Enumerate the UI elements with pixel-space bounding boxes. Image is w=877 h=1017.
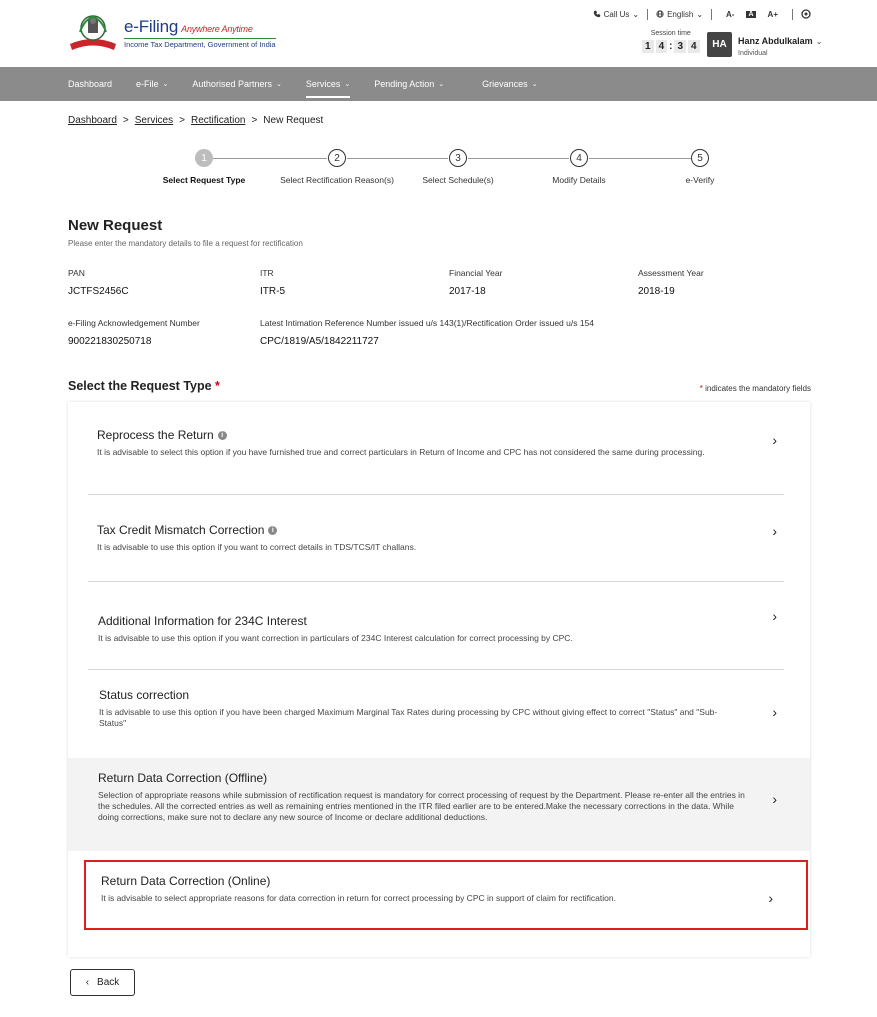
chevron-down-icon: ⌄ bbox=[275, 81, 282, 88]
font-decrease-button[interactable]: A- bbox=[726, 9, 735, 19]
mandatory-note bbox=[700, 384, 811, 393]
step-label: Select Rectification Reason(s) bbox=[280, 175, 394, 185]
step-label: Select Request Type bbox=[162, 175, 246, 185]
option-return-data-offline[interactable] bbox=[98, 771, 787, 823]
field-label: Assessment Year bbox=[638, 268, 704, 278]
option-234c-interest[interactable] bbox=[98, 608, 787, 644]
option-title bbox=[99, 688, 787, 702]
section-title-text: Select the Request Type bbox=[68, 379, 212, 393]
intimation-ref-field bbox=[260, 318, 594, 347]
breadcrumb bbox=[68, 115, 323, 126]
chevron-right-icon: › bbox=[772, 704, 777, 720]
option-title bbox=[98, 614, 787, 628]
chevron-right-icon: › bbox=[772, 608, 777, 624]
page-subtitle: Please enter the mandatory details to file a request for rectification bbox=[68, 239, 303, 248]
field-label: Latest Intimation Reference Number issued u/s 143(1)/Rectification Order issued u/s 154 bbox=[260, 318, 595, 328]
chevron-down-icon: ⌄ bbox=[696, 9, 704, 19]
language-select[interactable] bbox=[656, 10, 703, 19]
phone-icon bbox=[593, 10, 601, 18]
font-normal-button[interactable]: A bbox=[748, 10, 754, 18]
breadcrumb-separator: > bbox=[251, 115, 258, 126]
field-value: 2018-19 bbox=[638, 286, 675, 297]
session-label: Session time bbox=[650, 30, 691, 37]
chevron-right-icon: › bbox=[772, 791, 777, 807]
brand-subtitle: Income Tax Department, Government of India bbox=[124, 40, 276, 49]
option-desc: It is advisable to use this option if you want to correct details in TDS/TCS/IT challans. bbox=[97, 542, 417, 552]
selected-option-highlight bbox=[84, 860, 808, 930]
step-number: 5 bbox=[691, 149, 709, 167]
nav-label: e-File bbox=[136, 79, 159, 89]
option-desc: It is advisable to select this option if you have furnished true and correct particulars in Return of Income and CPC has not considered the same during processing. bbox=[97, 447, 705, 457]
font-increase-button[interactable]: A+ bbox=[767, 9, 778, 19]
user-role: Individual bbox=[738, 50, 768, 57]
breadcrumb-separator: > bbox=[179, 115, 185, 126]
financial-year-field bbox=[449, 268, 502, 297]
option-title-text: Additional Information for 234C Interest bbox=[98, 614, 307, 628]
header bbox=[0, 0, 877, 67]
required-star: * bbox=[215, 379, 220, 393]
accessibility-icon[interactable] bbox=[801, 9, 811, 19]
itr-field bbox=[260, 268, 285, 297]
main-nav bbox=[0, 67, 877, 101]
nav-grievances[interactable] bbox=[482, 67, 537, 101]
language-label: English bbox=[667, 9, 694, 19]
step-label: Modify Details bbox=[552, 175, 606, 185]
option-title bbox=[98, 771, 787, 785]
info-icon[interactable]: i bbox=[218, 431, 227, 440]
step-number: 4 bbox=[570, 149, 588, 167]
utility-bar bbox=[593, 7, 811, 21]
nav-label: Dashboard bbox=[68, 79, 113, 89]
user-name: Hanz Abdulkalam bbox=[738, 36, 813, 46]
chevron-down-icon: ⌄ bbox=[162, 81, 169, 88]
timer-digit: 4 bbox=[688, 40, 700, 53]
chevron-down-icon: ⌄ bbox=[438, 81, 445, 88]
timer-colon: : bbox=[669, 41, 673, 52]
chevron-down-icon: ⌄ bbox=[344, 81, 351, 88]
call-us-link[interactable] bbox=[593, 10, 639, 19]
income-tax-emblem-icon bbox=[66, 12, 120, 52]
breadcrumb-rectification[interactable]: Rectification bbox=[190, 115, 246, 126]
globe-icon bbox=[656, 10, 664, 18]
step-label: e-Verify bbox=[685, 175, 715, 185]
option-title bbox=[97, 523, 787, 537]
chevron-down-icon: ⌄ bbox=[815, 37, 823, 46]
timer-digit: 3 bbox=[674, 40, 686, 53]
option-tax-credit-mismatch[interactable] bbox=[97, 523, 787, 553]
option-title-text: Return Data Correction (Online) bbox=[101, 874, 271, 888]
step-2 bbox=[267, 149, 407, 185]
back-button[interactable] bbox=[70, 969, 135, 996]
user-info bbox=[732, 31, 822, 57]
option-title-text: Return Data Correction (Offline) bbox=[98, 771, 268, 785]
step-5 bbox=[630, 149, 770, 185]
divider bbox=[88, 669, 784, 670]
option-desc: Selection of appropriate reasons while submission of rectification request is mandatory for correct processing of request by the Department. Please re-enter all the entries in the schedules. All the corrected entries as well as remaining entries mentioned in the ITR filed earlier are to be entered.Make the necessary corrections in the data. While doing corrections, make sure not to declare any new source of Income or declare additional deductions. bbox=[98, 790, 745, 822]
timer-digit: 1 bbox=[642, 40, 654, 53]
nav-label: Grievances bbox=[482, 79, 528, 89]
nav-e-file[interactable] bbox=[136, 67, 168, 101]
step-4 bbox=[509, 149, 649, 185]
info-icon[interactable]: i bbox=[268, 526, 277, 535]
field-label: Financial Year bbox=[449, 268, 503, 278]
chevron-right-icon: › bbox=[772, 432, 777, 448]
divider bbox=[88, 581, 784, 582]
option-title-text: Tax Credit Mismatch Correction bbox=[97, 523, 265, 537]
nav-label: Pending Action bbox=[374, 79, 435, 89]
divider bbox=[711, 9, 712, 20]
option-status-correction[interactable] bbox=[99, 688, 787, 729]
field-value: CPC/1819/A5/1842211727 bbox=[260, 336, 379, 347]
user-menu[interactable] bbox=[707, 31, 822, 57]
chevron-down-icon: ⌄ bbox=[632, 9, 640, 19]
nav-dashboard[interactable] bbox=[68, 67, 112, 101]
step-label: Select Schedule(s) bbox=[422, 175, 494, 185]
ack-number-field bbox=[68, 318, 200, 347]
pan-field bbox=[68, 268, 129, 297]
field-value: JCTFS2456C bbox=[68, 286, 129, 297]
option-title bbox=[97, 428, 787, 442]
back-label: Back bbox=[97, 977, 120, 988]
option-desc: It is advisable to use this option if you have been charged Maximum Marginal Tax Rates during processing by CPC without giving effect to correct "Status" and "Sub-Status" bbox=[99, 707, 718, 728]
option-title-text: Reprocess the Return bbox=[97, 428, 214, 442]
chevron-down-icon: ⌄ bbox=[531, 81, 538, 88]
divider bbox=[647, 9, 648, 20]
field-value: 900221830250718 bbox=[68, 336, 152, 347]
field-label: ITR bbox=[260, 268, 274, 278]
breadcrumb-separator: > bbox=[122, 115, 129, 126]
nav-label: Authorised Partners bbox=[192, 79, 272, 89]
brand-title: e-Filing bbox=[124, 17, 179, 36]
mandatory-note-text: indicates the mandatory fields bbox=[705, 384, 811, 393]
step-number: 2 bbox=[328, 149, 346, 167]
nav-label: Services bbox=[305, 79, 341, 89]
section-title bbox=[68, 379, 220, 393]
session-countdown bbox=[642, 40, 700, 53]
step-number: 3 bbox=[449, 149, 467, 167]
logo-title[interactable] bbox=[124, 17, 253, 37]
step-number: 1 bbox=[195, 149, 213, 167]
nav-pending-action[interactable] bbox=[374, 67, 444, 101]
field-label: PAN bbox=[68, 268, 85, 278]
option-reprocess-return[interactable] bbox=[97, 428, 787, 458]
required-star: * bbox=[699, 384, 703, 393]
chevron-right-icon: › bbox=[768, 890, 773, 906]
brand-tagline: Anywhere Anytime bbox=[181, 24, 253, 34]
breadcrumb-dashboard[interactable]: Dashboard bbox=[68, 115, 117, 126]
assessment-year-field bbox=[638, 268, 704, 297]
option-desc: It is advisable to use this option if you want correction in particulars of 234C Interest calculation for correct processing by CPC. bbox=[98, 633, 573, 643]
timer-digit: 4 bbox=[656, 40, 668, 53]
divider bbox=[88, 494, 784, 495]
field-value: 2017-18 bbox=[449, 286, 486, 297]
nav-services[interactable] bbox=[306, 67, 350, 101]
progress-stepper bbox=[0, 147, 877, 197]
session-timer bbox=[642, 30, 700, 53]
field-label: e-Filing Acknowledgement Number bbox=[68, 318, 200, 328]
field-value: ITR-5 bbox=[260, 286, 285, 297]
step-1 bbox=[134, 149, 274, 185]
breadcrumb-services[interactable]: Services bbox=[134, 115, 174, 126]
call-us-label: Call Us bbox=[603, 9, 630, 19]
breadcrumb-current: New Request bbox=[263, 115, 324, 126]
nav-authorised-partners[interactable] bbox=[192, 67, 281, 101]
option-title-text: Status correction bbox=[99, 688, 190, 702]
avatar: HA bbox=[707, 32, 732, 57]
divider bbox=[792, 9, 793, 20]
chevron-left-icon: ‹ bbox=[85, 977, 90, 988]
option-desc: It is advisable to select appropriate reasons for data correction in return for correct processing by CPC in support of claim for rectification. bbox=[101, 893, 616, 903]
chevron-right-icon: › bbox=[772, 523, 777, 539]
step-3 bbox=[388, 149, 528, 185]
page-title: New Request bbox=[68, 217, 163, 234]
